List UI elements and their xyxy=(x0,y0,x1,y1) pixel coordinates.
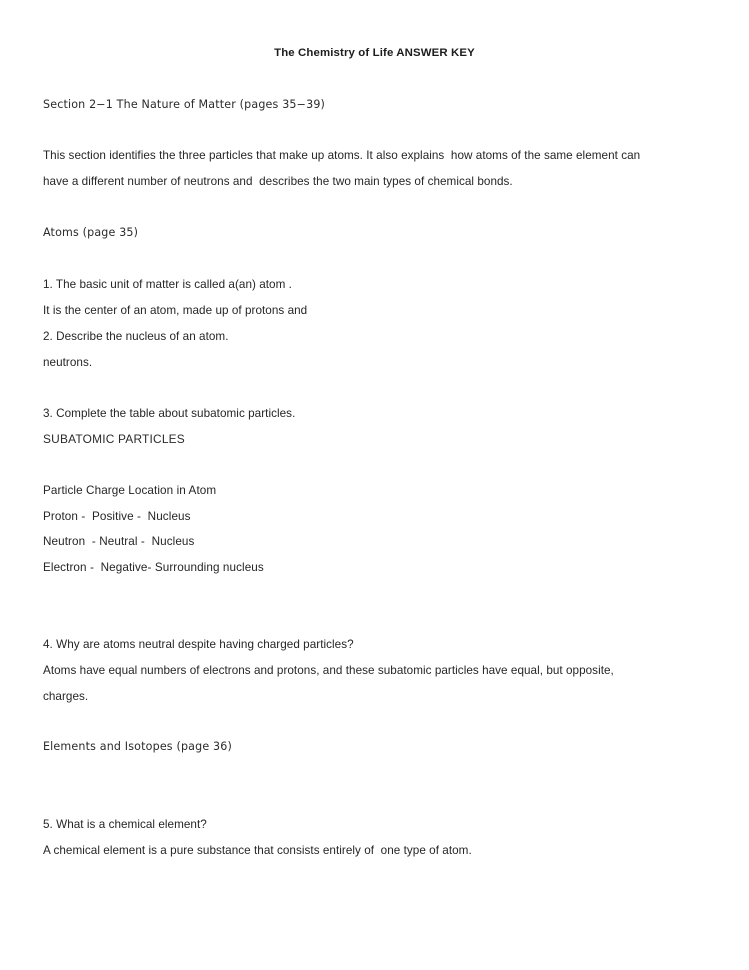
table-header-row: Particle Charge Location in Atom xyxy=(43,484,217,497)
answer-2-line-2: neutrons. xyxy=(43,356,93,369)
question-1: 1. The basic unit of matter is called a(an) atom . xyxy=(43,278,292,291)
table-row: Neutron - Neutral - Nucleus xyxy=(43,535,195,548)
question-4: 4. Why are atoms neutral despite having charged particles? xyxy=(43,638,354,651)
answer-5-line-1: A chemical element is a pure substance that consists entirely of one type of atom. xyxy=(43,844,472,857)
answer-2-line-1: It is the center of an atom, made up of protons and xyxy=(43,304,308,317)
table-row: Proton - Positive - Nucleus xyxy=(43,510,191,523)
question-3: 3. Complete the table about subatomic particles. xyxy=(43,407,296,420)
intro-paragraph-line-2: have a different number of neutrons and describes the two main types of chemical bonds. xyxy=(43,175,513,188)
question-5: 5. What is a chemical element? xyxy=(43,818,207,831)
table-row: Electron - Negative- Surrounding nucleus xyxy=(43,561,264,574)
page-title: The Chemistry of Life ANSWER KEY xyxy=(274,47,475,59)
section-heading: Section 2−1 The Nature of Matter (pages 35−39) xyxy=(43,98,326,111)
intro-paragraph-line-1: This section identifies the three particles that make up atoms. It also explains how atoms of the same element can xyxy=(43,149,641,162)
subsection-heading-elements-and-isotopes: Elements and Isotopes (page 36) xyxy=(43,740,232,753)
answer-4-line-2: charges. xyxy=(43,690,89,703)
answer-4-line-1: Atoms have equal numbers of electrons and protons, and these subatomic particles have equal, but opposite, xyxy=(43,664,614,677)
table-title: SUBATOMIC PARTICLES xyxy=(43,432,185,446)
subsection-heading-atoms: Atoms (page 35) xyxy=(43,226,139,239)
question-2: 2. Describe the nucleus of an atom. xyxy=(43,330,229,343)
